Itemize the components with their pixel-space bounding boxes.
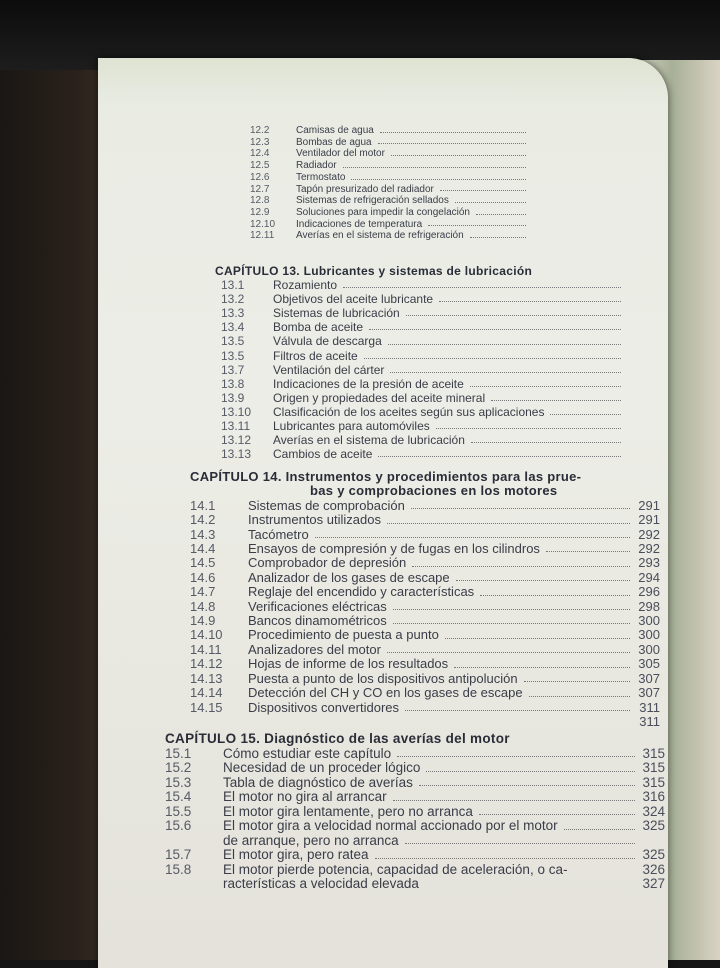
dot-leader	[343, 167, 526, 168]
toc-entry	[250, 137, 530, 149]
entry-title: Origen y propiedades del aceite mineral	[273, 390, 486, 405]
entry-number: 13.5	[221, 348, 245, 363]
entry-page: 296	[638, 584, 660, 600]
toc-entry	[190, 571, 660, 585]
entry-page: 307	[638, 670, 660, 686]
entry-page: 298	[638, 598, 660, 614]
entry-page: 291	[638, 512, 660, 528]
entry-page: 325	[642, 847, 665, 862]
chapter-heading: CAPÍTULO 15. Diagnóstico de las averías del motor	[165, 731, 510, 746]
entry-title: Analizador de los gases de escape	[248, 569, 450, 585]
entry-page: 325	[642, 818, 665, 833]
entry-page: 311	[639, 713, 660, 729]
entry-number: 12.4	[250, 148, 270, 160]
entry-number: 15.5	[165, 803, 192, 819]
entry-title: de arranque, pero no arranca	[223, 832, 399, 848]
entry-page: 315	[642, 745, 665, 761]
dot-leader	[445, 638, 630, 639]
toc-entry	[215, 320, 625, 334]
entry-title: El motor gira, pero ratea	[223, 847, 369, 862]
dot-leader	[393, 623, 630, 624]
toc-entry	[190, 701, 660, 715]
entry-number: 12.6	[250, 171, 270, 183]
toc-entry	[190, 528, 660, 542]
entry-number: 14.1	[190, 497, 216, 513]
dot-leader	[380, 132, 526, 133]
entry-number: 13.7	[221, 362, 245, 377]
toc-entry	[250, 207, 530, 219]
chapter-heading: CAPÍTULO 14. Instrumentos y procedimientos para las prue-	[190, 469, 582, 484]
entry-page: 300	[638, 641, 660, 657]
entry-page: 291	[638, 497, 660, 513]
entry-number: 12.7	[250, 183, 270, 195]
entry-number: 12.10	[250, 218, 276, 230]
entry-title: Bomba de aceite	[273, 320, 364, 335]
entry-page: 326	[642, 861, 665, 877]
dot-leader	[405, 710, 630, 711]
toc-entry	[215, 433, 625, 447]
toc-entry	[165, 747, 665, 762]
entry-number: 15.1	[165, 745, 192, 761]
entry-number: 15.6	[165, 818, 192, 833]
dot-leader	[439, 301, 621, 302]
entry-number: 14.14	[190, 685, 223, 701]
dot-leader	[387, 652, 630, 653]
dot-leader	[550, 414, 621, 415]
entry-number: 14.8	[190, 598, 216, 614]
entry-number: 13.13	[221, 447, 252, 462]
toc-entry	[190, 585, 660, 599]
entry-page: 311	[639, 699, 660, 715]
toc-entry-continued	[165, 877, 665, 892]
toc-entry	[190, 614, 660, 628]
entry-number: 14.5	[190, 555, 216, 571]
entry-title: Lubricantes para automóviles	[273, 419, 430, 434]
toc-entry	[250, 230, 530, 242]
toc-entry-continued	[165, 834, 665, 849]
entry-page: 324	[642, 803, 665, 819]
toc-entry	[215, 377, 625, 391]
entry-title: Ventilación del cárter	[273, 362, 385, 377]
entry-number: 14.11	[190, 641, 222, 657]
toc-entry	[215, 363, 625, 377]
entry-title: El motor gira lentamente, pero no arranca	[223, 803, 473, 819]
entry-title: Cambios de aceite	[273, 447, 373, 462]
toc-entry	[165, 776, 665, 791]
toc-entry	[250, 195, 530, 207]
entry-number: 14.12	[190, 656, 223, 672]
dot-leader	[412, 566, 630, 567]
toc-entry	[215, 278, 625, 292]
entry-number: 14.2	[190, 512, 216, 528]
toc-entry	[190, 542, 660, 556]
entry-title: Bancos dinamométricos	[248, 613, 387, 629]
entry-title: Bombas de agua	[296, 136, 372, 148]
dot-leader	[426, 771, 635, 772]
entry-title: Soluciones para impedir la congelación	[296, 206, 470, 218]
dot-leader	[351, 179, 526, 180]
toc-entry	[215, 292, 625, 306]
entry-number: 14.15	[190, 699, 223, 715]
toc-entry	[190, 643, 660, 657]
toc-entry	[215, 405, 625, 419]
entry-title: Sistemas de comprobación	[248, 497, 405, 513]
background-left	[0, 0, 110, 960]
toc-entry	[250, 125, 530, 137]
toc-entry	[165, 863, 665, 878]
entry-number: 12.9	[250, 206, 270, 218]
entry-title: El motor pierde potencia, capacidad de aceleración, o ca-	[223, 861, 568, 877]
entry-page: 327	[642, 876, 665, 891]
entry-number: 13.4	[221, 320, 245, 335]
toc-entry	[165, 761, 665, 776]
dot-leader	[546, 551, 630, 552]
entry-title: El motor gira a velocidad normal accionado por el motor	[223, 818, 558, 833]
entry-page: 292	[638, 541, 660, 557]
toc-entry	[190, 513, 660, 527]
entry-title: Averías en el sistema de lubricación	[273, 433, 465, 448]
entry-title: Averías en el sistema de refrigeración	[296, 230, 464, 242]
dot-leader	[393, 800, 635, 801]
toc-entry	[190, 628, 660, 642]
entry-number: 15.8	[165, 861, 192, 877]
entry-title: Objetivos del aceite lubricante	[273, 292, 434, 307]
dot-leader	[529, 696, 630, 697]
entry-title: Tapón presurizado del radiador	[296, 183, 434, 195]
entry-title: Verificaciones eléctricas	[248, 598, 387, 614]
dot-leader	[364, 358, 621, 359]
entry-page: 300	[638, 613, 660, 629]
entry-title: Analizadores del motor	[248, 641, 381, 657]
entry-title: Reglaje del encendido y características	[248, 584, 475, 600]
dot-leader	[491, 400, 621, 401]
dot-leader	[479, 814, 635, 815]
entry-title: Tacómetro	[248, 526, 309, 542]
chapter-15-section	[165, 732, 665, 892]
entry-number: 13.2	[221, 292, 245, 307]
entry-title: Camisas de agua	[296, 125, 374, 136]
entry-title: Clasificación de los aceites según sus aplicaciones	[273, 404, 545, 419]
entry-number: 12.2	[250, 125, 270, 136]
entry-number: 12.3	[250, 136, 270, 148]
entry-number: 13.1	[221, 278, 245, 293]
dot-leader	[428, 225, 526, 226]
toc-entry	[250, 172, 530, 184]
toc-entry	[250, 148, 530, 160]
entry-number: 13.11	[221, 419, 251, 434]
entry-title: Rozamiento	[273, 278, 338, 293]
dot-leader	[343, 287, 621, 288]
entry-title: racterísticas a velocidad elevada	[223, 876, 419, 891]
entry-page: 315	[642, 774, 665, 790]
entry-title: El motor no gira al arrancar	[223, 789, 387, 804]
entry-number: 14.7	[190, 584, 216, 600]
entry-title: Termostato	[296, 171, 346, 183]
toc-entry	[215, 391, 625, 405]
entry-title: Puesta a punto de los dispositivos antipolución	[248, 670, 518, 686]
toc-entry	[190, 556, 660, 570]
dot-leader	[419, 785, 635, 786]
dot-leader	[470, 237, 526, 238]
entry-number: 12.11	[250, 230, 275, 242]
entry-page: 292	[638, 526, 660, 542]
dot-leader	[393, 609, 630, 610]
entry-number: 15.2	[165, 760, 192, 775]
dot-leader	[391, 155, 526, 156]
entry-title: Ensayos de compresión y de fugas en los cilindros	[248, 541, 540, 557]
dot-leader	[388, 344, 621, 345]
entry-number: 13.10	[221, 404, 252, 419]
toc-entry	[190, 657, 660, 671]
entry-number: 13.9	[221, 390, 245, 405]
entry-title: Radiador	[296, 160, 337, 172]
entry-number: 13.8	[221, 376, 245, 391]
entry-number: 13.5	[221, 334, 245, 349]
toc-entry	[190, 600, 660, 614]
entry-title: Tabla de diagnóstico de averías	[223, 774, 413, 790]
dot-leader	[524, 681, 630, 682]
dot-leader	[369, 329, 621, 330]
entry-page: 294	[638, 569, 660, 585]
toc-entry	[215, 334, 625, 348]
entry-title: Hojas de informe de los resultados	[248, 656, 449, 672]
toc-entry	[215, 349, 625, 363]
dot-leader	[315, 537, 630, 538]
entry-title: Instrumentos utilizados	[248, 512, 381, 528]
entry-number: 14.4	[190, 541, 216, 557]
entry-title: Indicaciones de la presión de aceite	[273, 376, 464, 391]
toc-entry	[165, 819, 665, 834]
entry-number: 15.7	[165, 847, 192, 862]
entry-page: 307	[638, 685, 660, 701]
entry-title: Cómo estudiar este capítulo	[223, 745, 392, 761]
toc-entry	[215, 419, 625, 433]
dot-leader	[375, 858, 635, 859]
entry-title: Detección del CH y CO en los gases de escape	[248, 685, 523, 701]
entry-number: 13.12	[221, 433, 252, 448]
dot-leader	[476, 214, 526, 215]
dot-leader	[405, 843, 635, 844]
toc-entry	[250, 219, 530, 231]
dot-leader	[471, 442, 621, 443]
chapter-12-section	[250, 125, 530, 242]
toc-entry	[190, 686, 660, 700]
entry-title: Ventilador del motor	[296, 148, 385, 160]
toc-entry	[190, 672, 660, 686]
entry-number: 15.3	[165, 774, 192, 790]
toc-entry	[215, 447, 625, 461]
chapter-heading-continued: bas y comprobaciones en los motores	[310, 483, 558, 499]
toc-entry	[165, 790, 665, 805]
toc-entry	[250, 184, 530, 196]
dot-leader	[564, 829, 635, 830]
entry-number: 13.3	[221, 306, 245, 321]
chapter-14-section	[190, 470, 660, 729]
entry-page: 316	[642, 789, 665, 804]
entry-title: Sistemas de lubricación	[273, 306, 400, 321]
dot-leader	[387, 523, 630, 524]
entry-title: Comprobador de depresión	[248, 555, 407, 571]
dot-leader	[390, 372, 621, 373]
entry-title: Procedimiento de puesta a punto	[248, 627, 439, 643]
entry-number: 14.3	[190, 526, 216, 542]
chapter-heading: CAPÍTULO 13. Lubricantes y sistemas de lubricación	[215, 264, 533, 278]
dot-leader	[456, 580, 630, 581]
entry-title: Necesidad de un proceder lógico	[223, 760, 421, 775]
dot-leader	[440, 190, 526, 191]
entry-title: Indicaciones de temperatura	[296, 218, 423, 230]
dot-leader	[378, 456, 621, 457]
entry-number: 14.9	[190, 613, 216, 629]
entry-number: 14.6	[190, 569, 216, 585]
entry-title: Sistemas de refrigeración sellados	[296, 195, 449, 207]
dot-leader	[455, 202, 526, 203]
toc-entry	[190, 499, 660, 513]
toc-entry	[250, 160, 530, 172]
dot-leader	[406, 315, 621, 316]
toc-entry	[165, 805, 665, 820]
entry-number: 12.5	[250, 160, 270, 172]
entry-title: Dispositivos convertidores	[248, 699, 400, 715]
entry-title: Válvula de descarga	[273, 334, 382, 349]
entry-page: 300	[638, 627, 660, 643]
dot-leader	[454, 667, 630, 668]
entry-number: 15.4	[165, 789, 192, 804]
dot-leader	[411, 508, 630, 509]
dot-leader	[470, 386, 621, 387]
toc-entry	[165, 848, 665, 863]
entry-page: 293	[638, 555, 660, 571]
dot-leader	[480, 595, 630, 596]
chapter-13-section	[215, 264, 625, 461]
dot-leader	[378, 143, 526, 144]
dot-leader	[397, 756, 635, 757]
entry-page: 305	[638, 656, 660, 672]
entry-number: 12.8	[250, 195, 270, 207]
entry-page: 315	[642, 760, 665, 775]
dot-leader	[436, 428, 621, 429]
entry-number: 14.13	[190, 670, 223, 686]
entry-number: 14.10	[190, 627, 223, 643]
entry-title: Filtros de aceite	[273, 348, 358, 363]
toc-entry	[215, 306, 625, 320]
toc-entry	[190, 715, 660, 729]
